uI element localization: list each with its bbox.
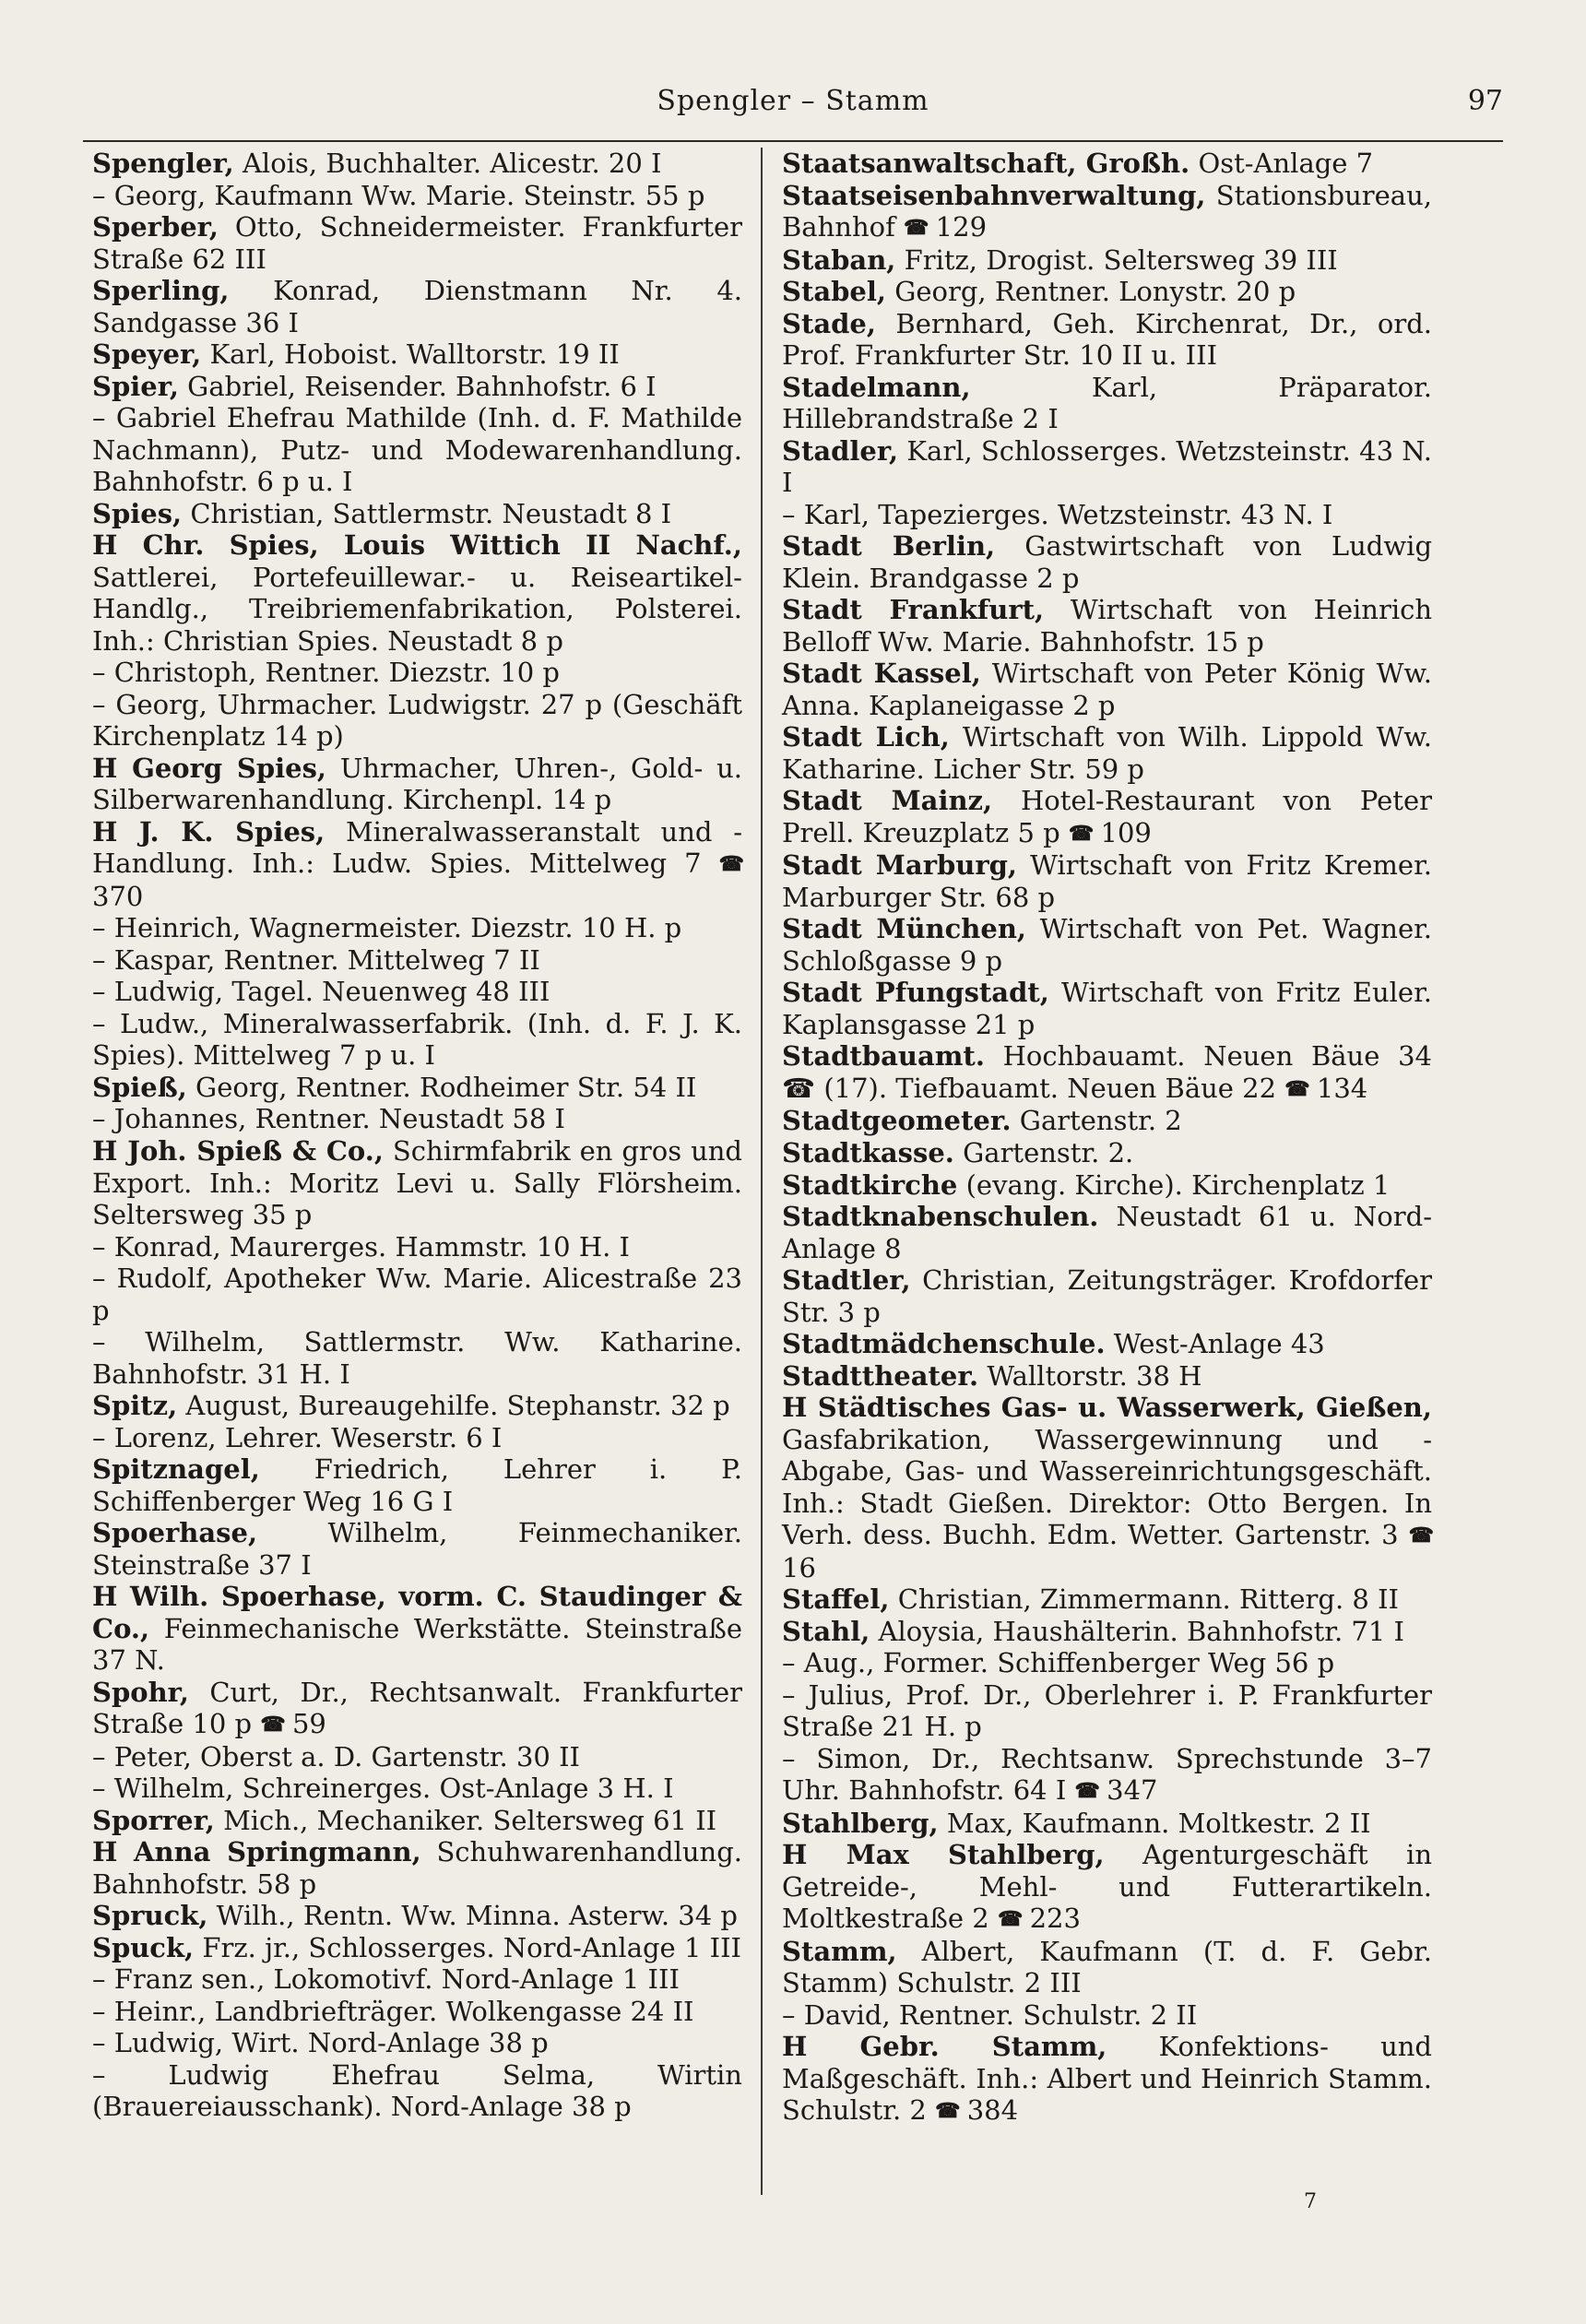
- directory-entry: [92, 1072, 742, 1104]
- directory-entry: [92, 689, 742, 753]
- directory-entry: [782, 1392, 1432, 1583]
- directory-entry: [92, 275, 742, 338]
- directory-entry: [782, 658, 1432, 721]
- entry-text: Gartenstr. 2: [1019, 1105, 1182, 1137]
- entry-name: Stadler,: [782, 434, 899, 467]
- entry-name: Sporrer,: [92, 1804, 215, 1836]
- directory-entry: [782, 721, 1432, 785]
- directory-entry: [782, 1839, 1432, 1936]
- entry-text: Konrad, Dienstmann Nr. 4. Sandgasse 36 I: [92, 275, 742, 338]
- directory-entry: [782, 1679, 1432, 1743]
- entry-name: Stadtbauamt.: [782, 1040, 985, 1073]
- directory-entry: [92, 1805, 742, 1837]
- telephone-number: 129: [935, 211, 988, 243]
- entry-text: Uhrmacher, Uhren-, Gold- u. Silberwarenhandlung. Kirchenpl. 14 p: [92, 752, 742, 816]
- telephone-icon: ☎: [904, 216, 928, 241]
- entry-name: H Städtisches Gas- u. Wasserwerk, Gießen,: [782, 1392, 1432, 1424]
- entry-text: Wirtschaft von Peter König Ww. Anna. Kaplaneigasse 2 p: [782, 658, 1432, 721]
- page-header: [83, 85, 1503, 131]
- entry-text: – Gabriel Ehefrau Mathilde (Inh. d. F. Mathilde Nachmann), Putz- und Modewarenhandlung. Bahnhofstr. 6 p u. I: [92, 402, 742, 498]
- entry-text: August, Bureaugehilfe. Stephanstr. 32 p: [185, 1390, 730, 1422]
- telephone-number: 370: [92, 880, 144, 912]
- entry-text: – Simon, Dr., Rechtsanw. Sprechstunde 3–7 Uhr. Bahnhofstr. 64 I: [782, 1742, 1432, 1807]
- entry-name: Stadt Mainz,: [782, 785, 993, 817]
- entry-text: – Georg, Uhrmacher. Ludwigstr. 27 p (Geschäft Kirchenplatz 14 p): [92, 688, 742, 753]
- page-number: 97: [1467, 85, 1503, 117]
- entry-name: H Chr. Spies, Louis Wittich II Nachf.,: [92, 529, 742, 562]
- entry-name: H J. K. Spies,: [92, 815, 325, 848]
- telephone-icon: ☎: [1408, 1524, 1432, 1548]
- entry-name: Stadtgeometer.: [782, 1105, 1012, 1137]
- directory-entry: [782, 276, 1432, 308]
- telephone-number: 384: [966, 2094, 1019, 2127]
- entry-text: Sattlerei, Portefeuillewar.- u. Reiseartikel-Handlg., Treibriemenfabrikation, Polsterei. Inh.: Christian Spies. Neustadt 8 p: [92, 561, 742, 657]
- directory-entry: [782, 1328, 1432, 1360]
- entry-text: Schuhwarenhandlung. Bahnhofstr. 58 p: [92, 1836, 743, 1900]
- directory-entry: [92, 1326, 742, 1390]
- entry-text: – Franz sen., Lokomotivf. Nord-Anlage 1 III: [92, 1963, 680, 1996]
- sheet-signature: 7: [1304, 2190, 1317, 2213]
- entry-text: – Karl, Tapezierges. Wetzsteinstr. 43 N. I: [782, 498, 1333, 530]
- entry-name: Stadtkasse.: [782, 1136, 954, 1168]
- entry-text: Georg, Rentner. Lonystr. 20 p: [894, 276, 1296, 308]
- directory-entry: [782, 1936, 1432, 1999]
- directory-entry: [782, 308, 1432, 372]
- entry-text: Fritz, Drogist. Seltersweg 39 III: [904, 243, 1338, 276]
- directory-entry: [92, 944, 742, 977]
- directory-entry: [782, 594, 1432, 658]
- directory-entry: [782, 1105, 1432, 1137]
- entry-text: Konfektions- und Maßgeschäft. Inh.: Albert und Heinrich Stamm. Schulstr. 2: [782, 2031, 1432, 2127]
- entry-name: Stadt Lich,: [782, 721, 950, 753]
- entry-text: – Johannes, Rentner. Neustadt 58 I: [92, 1103, 565, 1135]
- entry-text: – Heinr., Landbriefträger. Wolkengasse 24 II: [92, 1995, 694, 2027]
- entry-text: Hotel-Restaurant von Peter Prell. Kreuzplatz 5 p: [782, 785, 1432, 848]
- entry-text: – Kaspar, Rentner. Mittelweg 7 II: [92, 943, 540, 976]
- directory-entry: [92, 1390, 742, 1422]
- directory-entry: [782, 499, 1432, 531]
- entry-text: Christian, Sattlermstr. Neustadt 8 I: [190, 497, 672, 529]
- directory-entry: [782, 1360, 1432, 1393]
- entry-text: – Christoph, Rentner. Diezstr. 10 p: [92, 657, 560, 689]
- directory-entry: [782, 1647, 1432, 1679]
- entry-text: – Ludwig Ehefrau Selma, Wirtin (Brauereiausschank). Nord-Anlage 38 p: [92, 2058, 742, 2123]
- left-column: [92, 148, 742, 2123]
- entry-text: Wirtschaft von Pet. Wagner. Schloßgasse 9 p: [782, 913, 1432, 977]
- entry-text: Christian, Zeitungsträger. Krofdorfer Str. 3 p: [782, 1264, 1432, 1328]
- directory-entry: [92, 1103, 742, 1135]
- entry-name: Staban,: [782, 243, 896, 276]
- directory-entry: [782, 244, 1432, 277]
- entry-name: Stadttheater.: [782, 1359, 979, 1392]
- entry-name: Spruck,: [92, 1900, 208, 1932]
- entry-name: Stadelmann,: [782, 371, 971, 403]
- entry-text: Karl, Präparator. Hillebrandstraße 2 I: [782, 371, 1432, 435]
- entry-name: Staatseisenbahnverwaltung,: [782, 179, 1206, 211]
- telephone-icon: ☎: [935, 2099, 959, 2124]
- column-divider: [761, 148, 763, 2195]
- entry-text: Otto, Schneidermeister. Frankfurter Straße 62 III: [92, 211, 742, 275]
- entry-name: Stade,: [782, 307, 876, 339]
- entry-name: Sperber,: [92, 211, 219, 243]
- directory-entry: [92, 912, 742, 944]
- entry-name: Stadt Pfungstadt,: [782, 977, 1049, 1009]
- entry-text: Karl, Schlosserges. Wetzsteinstr. 43 N. I: [782, 434, 1433, 499]
- directory-entry: [782, 530, 1432, 594]
- telephone-icon: ☎: [1068, 821, 1093, 846]
- entry-name: Stadt Frankfurt,: [782, 594, 1045, 626]
- directory-entry: [92, 976, 742, 1008]
- directory-entry: [782, 1169, 1432, 1202]
- entry-name: Stadt Marburg,: [782, 849, 1017, 882]
- entry-name: Spieß,: [92, 1071, 187, 1103]
- entry-name: Spengler,: [92, 148, 234, 179]
- entry-text: Karl, Hoboist. Walltorstr. 19 II: [209, 338, 620, 371]
- entry-name: H Georg Spies,: [92, 752, 327, 784]
- telephone-icon: ☎: [718, 852, 743, 877]
- entry-text: Schirmfabrik en gros und Export. Inh.: Moritz Levi u. Sally Flörsheim. Seltersweg 35 p: [92, 1134, 742, 1231]
- entry-text: Wilh., Rentn. Ww. Minna. Asterw. 34 p: [216, 1900, 738, 1932]
- entry-name: H Anna Springmann,: [92, 1836, 421, 1868]
- directory-entry: [92, 1231, 742, 1263]
- directory-entry: [92, 657, 742, 689]
- entry-text: – Lorenz, Lehrer. Weserstr. 6 I: [92, 1421, 503, 1453]
- directory-entry: [92, 816, 742, 913]
- entry-text: Albert, Kaufmann (T. d. F. Gebr. Stamm) Schulstr. 2 III: [782, 1935, 1432, 1999]
- entry-text: Hochbauamt. Neuen Bäue 34 ☎ (17). Tiefbauamt. Neuen Bäue 22: [782, 1040, 1432, 1104]
- entry-name: Stadt München,: [782, 913, 1027, 945]
- entry-name: Spuck,: [92, 1931, 195, 1963]
- telephone-icon: ☎: [1284, 1076, 1308, 1101]
- entry-text: Gabriel, Reisender. Bahnhofstr. 6 I: [187, 370, 657, 402]
- directory-entry: [782, 913, 1432, 977]
- entry-name: Spies,: [92, 497, 183, 529]
- entry-text: Wirtschaft von Wilh. Lippold Ww. Katharine. Licher Str. 59 p: [782, 721, 1432, 785]
- entry-text: Christian, Zimmermann. Ritterg. 8 II: [897, 1583, 1399, 1616]
- directory-entry: [92, 1677, 742, 1741]
- telephone-number: 16: [782, 1551, 816, 1583]
- telephone-number: 347: [1107, 1774, 1158, 1807]
- entry-text: Max, Kaufmann. Moltkestr. 2 II: [946, 1807, 1371, 1839]
- entry-text: Bernhard, Geh. Kirchenrat, Dr., ord. Prof. Frankfurter Str. 10 II u. III: [782, 307, 1433, 372]
- directory-entry: [92, 1581, 742, 1677]
- directory-entry: [782, 1201, 1432, 1264]
- entry-name: Stahlberg,: [782, 1807, 939, 1839]
- entry-text: – Ludwig, Wirt. Nord-Anlage 38 p: [92, 2027, 549, 2059]
- entry-text: West-Anlage 43: [1113, 1328, 1325, 1360]
- directory-entry: [92, 1741, 742, 1773]
- directory-entry: [782, 180, 1432, 244]
- telephone-icon: ☎: [997, 1907, 1022, 1932]
- directory-entry: [782, 849, 1432, 913]
- telephone-number: 134: [1316, 1072, 1368, 1104]
- directory-entry: [92, 2059, 742, 2123]
- directory-entry: [92, 2027, 742, 2059]
- entry-text: Ost-Anlage 7: [1198, 148, 1374, 179]
- entry-text: Walltorstr. 38 H: [987, 1359, 1202, 1392]
- entry-name: Stamm,: [782, 1935, 897, 1967]
- entry-name: H Joh. Spieß & Co.,: [92, 1134, 384, 1167]
- directory-entry: [782, 1808, 1432, 1840]
- entry-name: H Wilh. Spoerhase, vorm. C. Staudinger & Co.,: [92, 1581, 742, 1644]
- directory-entry: [92, 1932, 742, 1964]
- directory-entry: [92, 753, 742, 816]
- directory-entry: [92, 1422, 742, 1454]
- entry-name: Spoerhase,: [92, 1517, 258, 1549]
- directory-entry: [782, 2031, 1432, 2128]
- directory-entry: [92, 529, 742, 657]
- entry-text: Curt, Dr., Rechtsanwalt. Frankfurter Straße 10 p: [92, 1676, 743, 1740]
- directory-entry: [782, 148, 1432, 180]
- directory-entry: [782, 372, 1432, 435]
- page-title: Spengler – Stamm: [657, 85, 929, 117]
- directory-entry: [92, 1453, 742, 1517]
- telephone-number: 109: [1100, 816, 1152, 848]
- right-column: [782, 148, 1432, 2128]
- entry-text: Stationsbureau, Bahnhof: [782, 179, 1432, 243]
- entry-name: Stadtknabenschulen.: [782, 1201, 1099, 1233]
- directory-entry: [92, 1963, 742, 1996]
- entry-text: – Georg, Kaufmann Ww. Marie. Steinstr. 55 p: [92, 179, 705, 211]
- directory-entry: [92, 1135, 742, 1231]
- entry-name: H Gebr. Stamm,: [782, 2031, 1107, 2063]
- directory-entry: [92, 1263, 742, 1326]
- entry-name: Stadtmädchenschule.: [782, 1328, 1106, 1360]
- entry-text: – Aug., Former. Schiffenberger Weg 56 p: [782, 1647, 1335, 1679]
- directory-entry: [782, 1616, 1432, 1648]
- directory-entry: [782, 1264, 1432, 1328]
- directory-entry: [782, 435, 1432, 499]
- entry-name: Spitz,: [92, 1390, 178, 1422]
- entry-text: – David, Rentner. Schulstr. 2 II: [782, 1998, 1198, 2031]
- entry-name: Staffel,: [782, 1583, 890, 1616]
- entry-name: Spohr,: [92, 1676, 189, 1708]
- entry-name: Spier,: [92, 370, 179, 402]
- entry-name: Speyer,: [92, 338, 202, 371]
- directory-entry: [92, 1773, 742, 1805]
- directory-entry: [92, 402, 742, 498]
- directory-entry: [92, 1008, 742, 1072]
- entry-name: Stabel,: [782, 276, 886, 308]
- entry-text: Feinmechanische Werkstätte. Steinstraße 37 N.: [92, 1612, 742, 1677]
- entry-text: Wirtschaft von Heinrich Belloff Ww. Marie. Bahnhofstr. 15 p: [782, 594, 1433, 658]
- entry-text: Friedrich, Lehrer i. P. Schiffenberger Weg 16 G I: [92, 1453, 743, 1517]
- directory-entry: [92, 148, 742, 180]
- telephone-number: 59: [291, 1708, 326, 1740]
- entry-text: Alois, Buchhalter. Alicestr. 20 I: [242, 148, 662, 179]
- directory-entry: [782, 1137, 1432, 1169]
- entry-name: Stadt Kassel,: [782, 658, 981, 690]
- entry-text: Wilhelm, Feinmechaniker. Steinstraße 37 I: [92, 1517, 743, 1581]
- entry-text: – Konrad, Maurerges. Hammstr. 10 H. I: [92, 1230, 631, 1263]
- entry-text: – Wilhelm, Sattlermstr. Ww. Katharine. Bahnhofstr. 31 H. I: [92, 1326, 742, 1390]
- entry-text: – Heinrich, Wagnermeister. Diezstr. 10 H. p: [92, 912, 682, 944]
- telephone-icon: ☎: [1074, 1779, 1098, 1804]
- entry-name: Spitznagel,: [92, 1453, 260, 1486]
- entry-text: Agenturgeschäft in Getreide-, Mehl- und Futterartikeln. Moltkestraße 2: [782, 1839, 1433, 1935]
- entry-text: – Peter, Oberst a. D. Gartenstr. 30 II: [92, 1740, 581, 1773]
- directory-entry: [782, 1583, 1432, 1616]
- directory-entry: [92, 211, 742, 275]
- directory-entry: [92, 371, 742, 403]
- entry-name: Stadt Berlin,: [782, 530, 996, 563]
- directory-entry: [92, 1836, 742, 1900]
- directory-entry: [92, 1900, 742, 1932]
- entry-text: – Julius, Prof. Dr., Oberlehrer i. P. Frankfurter Straße 21 H. p: [782, 1678, 1432, 1743]
- entry-name: Stadtkirche: [782, 1168, 958, 1201]
- directory-entry: [92, 180, 742, 212]
- entry-name: H Max Stahlberg,: [782, 1839, 1105, 1871]
- entry-text: Mich., Mechaniker. Seltersweg 61 II: [223, 1804, 717, 1836]
- entry-text: Gasfabrikation, Wassergewinnung und -Abgabe, Gas- und Wassereinrichtungsgeschäft. Inh.: Stadt Gießen. Direktor: Otto Bergen. In Verh. dess. Buchh. Edm. Wetter. Gartenstr. 3: [782, 1423, 1432, 1551]
- header-rule: [83, 140, 1503, 142]
- entry-text: Georg, Rentner. Rodheimer Str. 54 II: [195, 1071, 697, 1103]
- entry-name: Staatsanwaltschaft, Großh.: [782, 148, 1190, 179]
- entry-name: Stadtler,: [782, 1264, 911, 1297]
- entry-text: Wirtschaft von Fritz Euler. Kaplansgasse 21 p: [782, 977, 1432, 1040]
- entry-name: Stahl,: [782, 1615, 870, 1647]
- entry-text: – Rudolf, Apotheker Ww. Marie. Alicestraße 23 p: [92, 1263, 742, 1326]
- entry-text: – Ludwig, Tagel. Neuenweg 48 III: [92, 976, 550, 1008]
- directory-entry: [92, 1517, 742, 1581]
- directory-entry: [92, 498, 742, 530]
- entry-name: Sperling,: [92, 275, 230, 307]
- directory-entry: [92, 338, 742, 371]
- entry-text: Neustadt 61 u. Nord-Anlage 8: [782, 1201, 1432, 1264]
- directory-entry: [782, 1743, 1432, 1808]
- directory-entry: [782, 785, 1432, 849]
- entry-text: – Ludw., Mineralwasserfabrik. (Inh. d. F. J. K. Spies). Mittelweg 7 p u. I: [92, 1007, 742, 1072]
- directory-entry: [92, 1996, 742, 2028]
- entry-text: Frz. jr., Schlosserges. Nord-Anlage 1 III: [202, 1931, 741, 1963]
- entry-text: – Wilhelm, Schreinerges. Ost-Anlage 3 H. I: [92, 1773, 674, 1805]
- telephone-icon: ☎: [260, 1713, 284, 1737]
- directory-entry: [782, 1040, 1432, 1105]
- entry-text: Gastwirtschaft von Ludwig Klein. Brandgasse 2 p: [782, 530, 1433, 594]
- entry-text: Wirtschaft von Fritz Kremer. Marburger Str. 68 p: [782, 849, 1432, 913]
- entry-text: Aloysia, Haushälterin. Bahnhofstr. 71 I: [878, 1615, 1404, 1647]
- entry-text: (evang. Kirche). Kirchenplatz 1: [965, 1168, 1391, 1201]
- telephone-number: 223: [1029, 1903, 1081, 1935]
- entry-text: Gartenstr. 2.: [963, 1136, 1134, 1168]
- directory-entry: [782, 1999, 1432, 2032]
- entry-text: Mineralwasseranstalt und -Handlung. Inh.: Ludw. Spies. Mittelweg 7: [92, 815, 742, 880]
- directory-entry: [782, 977, 1432, 1040]
